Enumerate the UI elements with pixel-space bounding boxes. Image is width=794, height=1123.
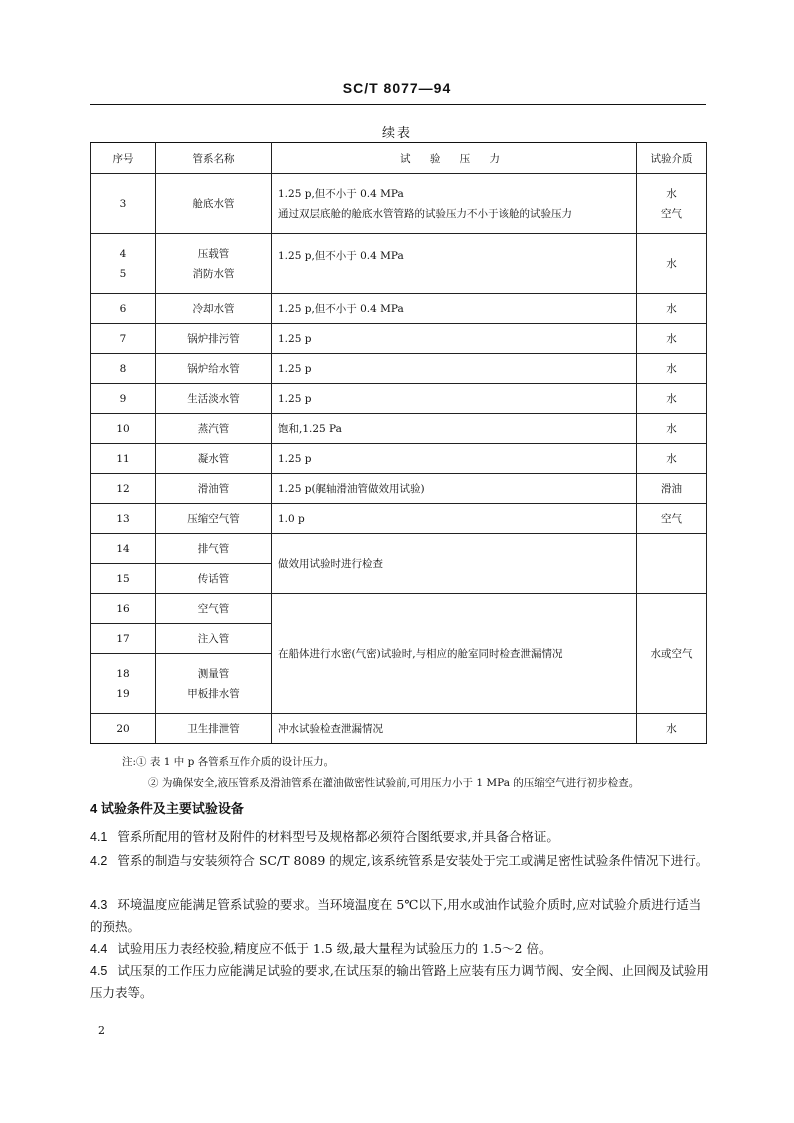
clause-text: 试验用压力表经校验,精度应不低于 1.5 级,最大量程为试验压力的 1.5～2 倍。 [117, 941, 552, 956]
row-name: 传话管 [156, 564, 272, 594]
table-row [91, 294, 707, 324]
row-medium: 水 [637, 234, 707, 294]
clause-text: 管系所配用的管材及附件的材料型号及规格都必须符合图纸要求,并具备合格证。 [117, 829, 559, 844]
clause-number: 4.5 [90, 964, 108, 978]
row-medium: 水 [637, 354, 707, 384]
clause-text: 环境温度应能满足管系试验的要求。当环境温度在 5℃以下,用水或油作试验介质时,应对试验介质进行适当的预热。 [90, 897, 702, 934]
row-no: 14 [91, 534, 156, 564]
table-row [91, 534, 707, 564]
medium-line-2: 空气 [661, 207, 682, 220]
row-medium: 空气 [637, 504, 707, 534]
row-no [91, 654, 156, 714]
clause-4-5 [90, 960, 710, 1004]
row-pressure: 在船体进行水密(气密)试验时,与相应的舱室同时检查泄漏情况 [272, 594, 637, 714]
row-no: 12 [91, 474, 156, 504]
row-name: 生活淡水管 [156, 384, 272, 414]
row-name [156, 234, 272, 294]
row-pressure: 1.25 p(艉轴滑油管做效用试验) [272, 474, 637, 504]
row-name: 压缩空气管 [156, 504, 272, 534]
clause-4-3 [90, 894, 710, 938]
row-pressure [272, 174, 637, 234]
table-row [91, 354, 707, 384]
row-name-2: 消防水管 [192, 267, 235, 280]
row-name: 锅炉排污管 [156, 324, 272, 354]
row-no-2: 5 [119, 267, 127, 280]
row-medium: 滑油 [637, 474, 707, 504]
clause-number: 4.4 [90, 942, 108, 956]
section-title: 4 试验条件及主要试验设备 [90, 801, 244, 816]
table-header-row [91, 143, 707, 174]
table-row [91, 474, 707, 504]
row-medium: 水 [637, 714, 707, 744]
row-name: 蒸汽管 [156, 414, 272, 444]
table-row [91, 324, 707, 354]
row-pressure: 1.25 p [272, 324, 637, 354]
table-row [91, 174, 707, 234]
table-caption: 续表 [381, 126, 412, 141]
row-pressure: 1.25 p,但不小于 0.4 MPa [272, 234, 637, 294]
row-no: 17 [91, 624, 156, 654]
row-no: 13 [91, 504, 156, 534]
header-no: 序号 [91, 143, 156, 174]
row-medium [637, 534, 707, 594]
row-name-1: 测量管 [197, 667, 230, 680]
medium-line-1: 水 [666, 187, 677, 200]
clause-number: 4.1 [90, 830, 108, 844]
row-no-2: 19 [116, 687, 130, 700]
row-no: 9 [91, 384, 156, 414]
table-row [91, 444, 707, 474]
note-1: 注:① 表 1 中 p 各管系互作介质的设计压力。 [122, 756, 335, 768]
row-no-1: 18 [116, 667, 130, 680]
table-row [91, 714, 707, 744]
row-name: 注入管 [156, 624, 272, 654]
row-no: 11 [91, 444, 156, 474]
row-no: 6 [91, 294, 156, 324]
row-no: 16 [91, 594, 156, 624]
note-2: ② 为确保安全,液压管系及滑油管系在灌油做密性试验前,可用压力小于 1 MPa 的压缩空气进行初步检查。 [148, 777, 640, 789]
row-name: 排气管 [156, 534, 272, 564]
table-row [91, 234, 707, 294]
row-medium [637, 174, 707, 234]
row-no: 7 [91, 324, 156, 354]
row-pressure: 做效用试验时进行检查 [272, 534, 637, 594]
row-pressure: 1.0 p [272, 504, 637, 534]
row-no-1: 4 [119, 247, 127, 260]
row-pressure: 饱和,1.25 Pa [272, 414, 637, 444]
clause-4-4 [90, 938, 710, 960]
row-pressure: 1.25 p [272, 444, 637, 474]
pressure-line-2: 通过双层底舱的舱底水管管路的试验压力不小于该舱的试验压力 [278, 207, 572, 220]
page-number: 2 [98, 1024, 105, 1037]
header-name: 管系名称 [156, 143, 272, 174]
table-row [91, 504, 707, 534]
row-no: 8 [91, 354, 156, 384]
row-pressure: 冲水试验检查泄漏情况 [272, 714, 637, 744]
row-name-1: 压载管 [197, 247, 230, 260]
row-name: 卫生排泄管 [156, 714, 272, 744]
table-row [91, 594, 707, 624]
row-name-2: 甲板排水管 [187, 687, 240, 700]
table-notes [122, 752, 639, 794]
clause-text: 管系的制造与安装须符合 SC/T 8089 的规定,该系统管系是安装处于完工或满足密性试验条件情况下进行。 [117, 853, 709, 868]
row-name: 锅炉给水管 [156, 354, 272, 384]
row-no: 15 [91, 564, 156, 594]
clause-4-2 [90, 850, 710, 872]
document-code-header: SC/T 8077—94 [342, 80, 452, 96]
row-no: 20 [91, 714, 156, 744]
row-no: 10 [91, 414, 156, 444]
header-medium: 试验介质 [637, 143, 707, 174]
row-name: 凝水管 [156, 444, 272, 474]
row-name: 滑油管 [156, 474, 272, 504]
row-medium: 水或空气 [637, 594, 707, 714]
header-pressure: 试 验 压 力 [272, 143, 637, 174]
clause-4-1 [90, 826, 710, 848]
table-row [91, 414, 707, 444]
row-name: 空气管 [156, 594, 272, 624]
clause-text: 试压泵的工作压力应能满足试验的要求,在试压泵的输出管路上应装有压力调节阀、安全阀、止回阀及试验用压力表等。 [90, 963, 709, 1000]
row-pressure: 1.25 p,但不小于 0.4 MPa [272, 294, 637, 324]
row-medium: 水 [637, 444, 707, 474]
row-pressure: 1.25 p [272, 354, 637, 384]
row-name [156, 654, 272, 714]
row-medium: 水 [637, 294, 707, 324]
row-no: 3 [91, 174, 156, 234]
table-row [91, 384, 707, 414]
row-name: 冷却水管 [156, 294, 272, 324]
row-pressure: 1.25 p [272, 384, 637, 414]
pressure-line-1: 1.25 p,但不小于 0.4 MPa [278, 187, 404, 200]
row-medium: 水 [637, 384, 707, 414]
row-name: 舱底水管 [156, 174, 272, 234]
row-no [91, 234, 156, 294]
clause-number: 4.2 [90, 854, 108, 868]
pipe-test-table [90, 142, 707, 744]
header-rule [90, 104, 706, 105]
clause-number: 4.3 [90, 898, 108, 912]
row-medium: 水 [637, 414, 707, 444]
row-medium: 水 [637, 324, 707, 354]
